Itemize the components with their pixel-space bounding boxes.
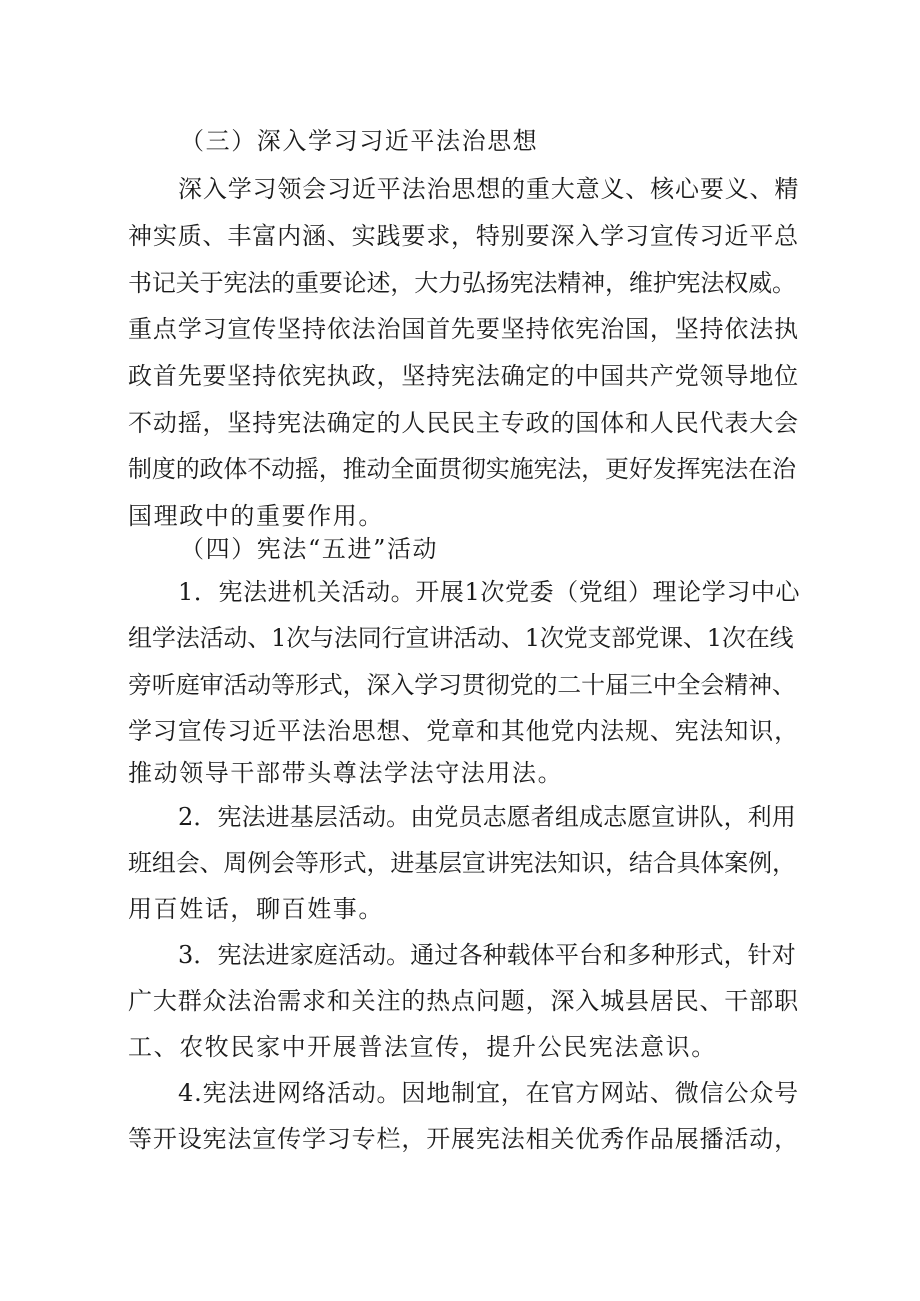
list-item-line: 旁听庭审活动等形式，深入学习贯彻党的二十届三中全会精神、: [128, 671, 796, 699]
paragraph-line: 不动摇，坚持宪法确定的人民民主专政的国体和人民代表大会: [128, 409, 799, 437]
section-heading: （三）深入学习习近平法治思想: [180, 127, 539, 155]
list-item-line: 等开设宪法宣传学习专栏，开展宪法相关优秀作品展播活动，: [128, 1125, 799, 1153]
paragraph-line: 政首先要坚持依宪执政，坚持宪法确定的中国共产党领导地位: [128, 362, 799, 390]
section-heading: （四）宪法“五进”活动: [180, 535, 439, 563]
list-item-line: 工、农牧民家中开展普法宣传，提升公民宪法意识。: [128, 1033, 717, 1061]
list-item-line: 1．宪法进机关活动。开展1次党委（党组）理论学习中心: [178, 578, 801, 606]
list-item-line: 2．宪法进基层活动。由党员志愿者组成志愿宣讲队，利用: [178, 803, 796, 831]
paragraph-line: 制度的政体不动摇，推动全面贯彻实施宪法，更好发挥宪法在治: [128, 455, 796, 483]
list-item-line: 学习宣传习近平法治思想、党章和其他党内法规、宪法知识，: [128, 717, 799, 745]
list-item-line: 组学法活动、1次与法同行宣讲活动、1次党支部党课、1次在线: [128, 624, 794, 652]
list-item-line: 班组会、周例会等形式，进基层宣讲宪法知识，结合具体案例，: [128, 849, 796, 877]
paragraph-line: 重点学习宣传坚持依法治国首先要坚持依宪治国，坚持依法执: [128, 315, 799, 343]
paragraph-line: 国理政中的重要作用。: [128, 502, 384, 530]
paragraph-line: 书记关于宪法的重要论述，大力弘扬宪法精神，维护宪法权威。: [128, 269, 796, 297]
list-item-line: 3．宪法进家庭活动。通过各种载体平台和多种形式，针对: [178, 941, 796, 969]
list-item-line: 用百姓话，聊百姓事。: [128, 895, 384, 923]
list-item-line: 广大群众法治需求和关注的热点问题，深入城县居民、干部职: [128, 987, 799, 1015]
paragraph-line: 深入学习领会习近平法治思想的重大意义、核心要义、精: [178, 175, 800, 203]
list-item-line: 推动领导干部带头尊法学法守法用法。: [128, 759, 564, 787]
list-item-line: 4.宪法进网络活动。因地制宜，在官方网站、微信公众号: [178, 1079, 799, 1107]
paragraph-line: 神实质、丰富内涵、实践要求，特别要深入学习宣传习近平总: [128, 222, 799, 250]
